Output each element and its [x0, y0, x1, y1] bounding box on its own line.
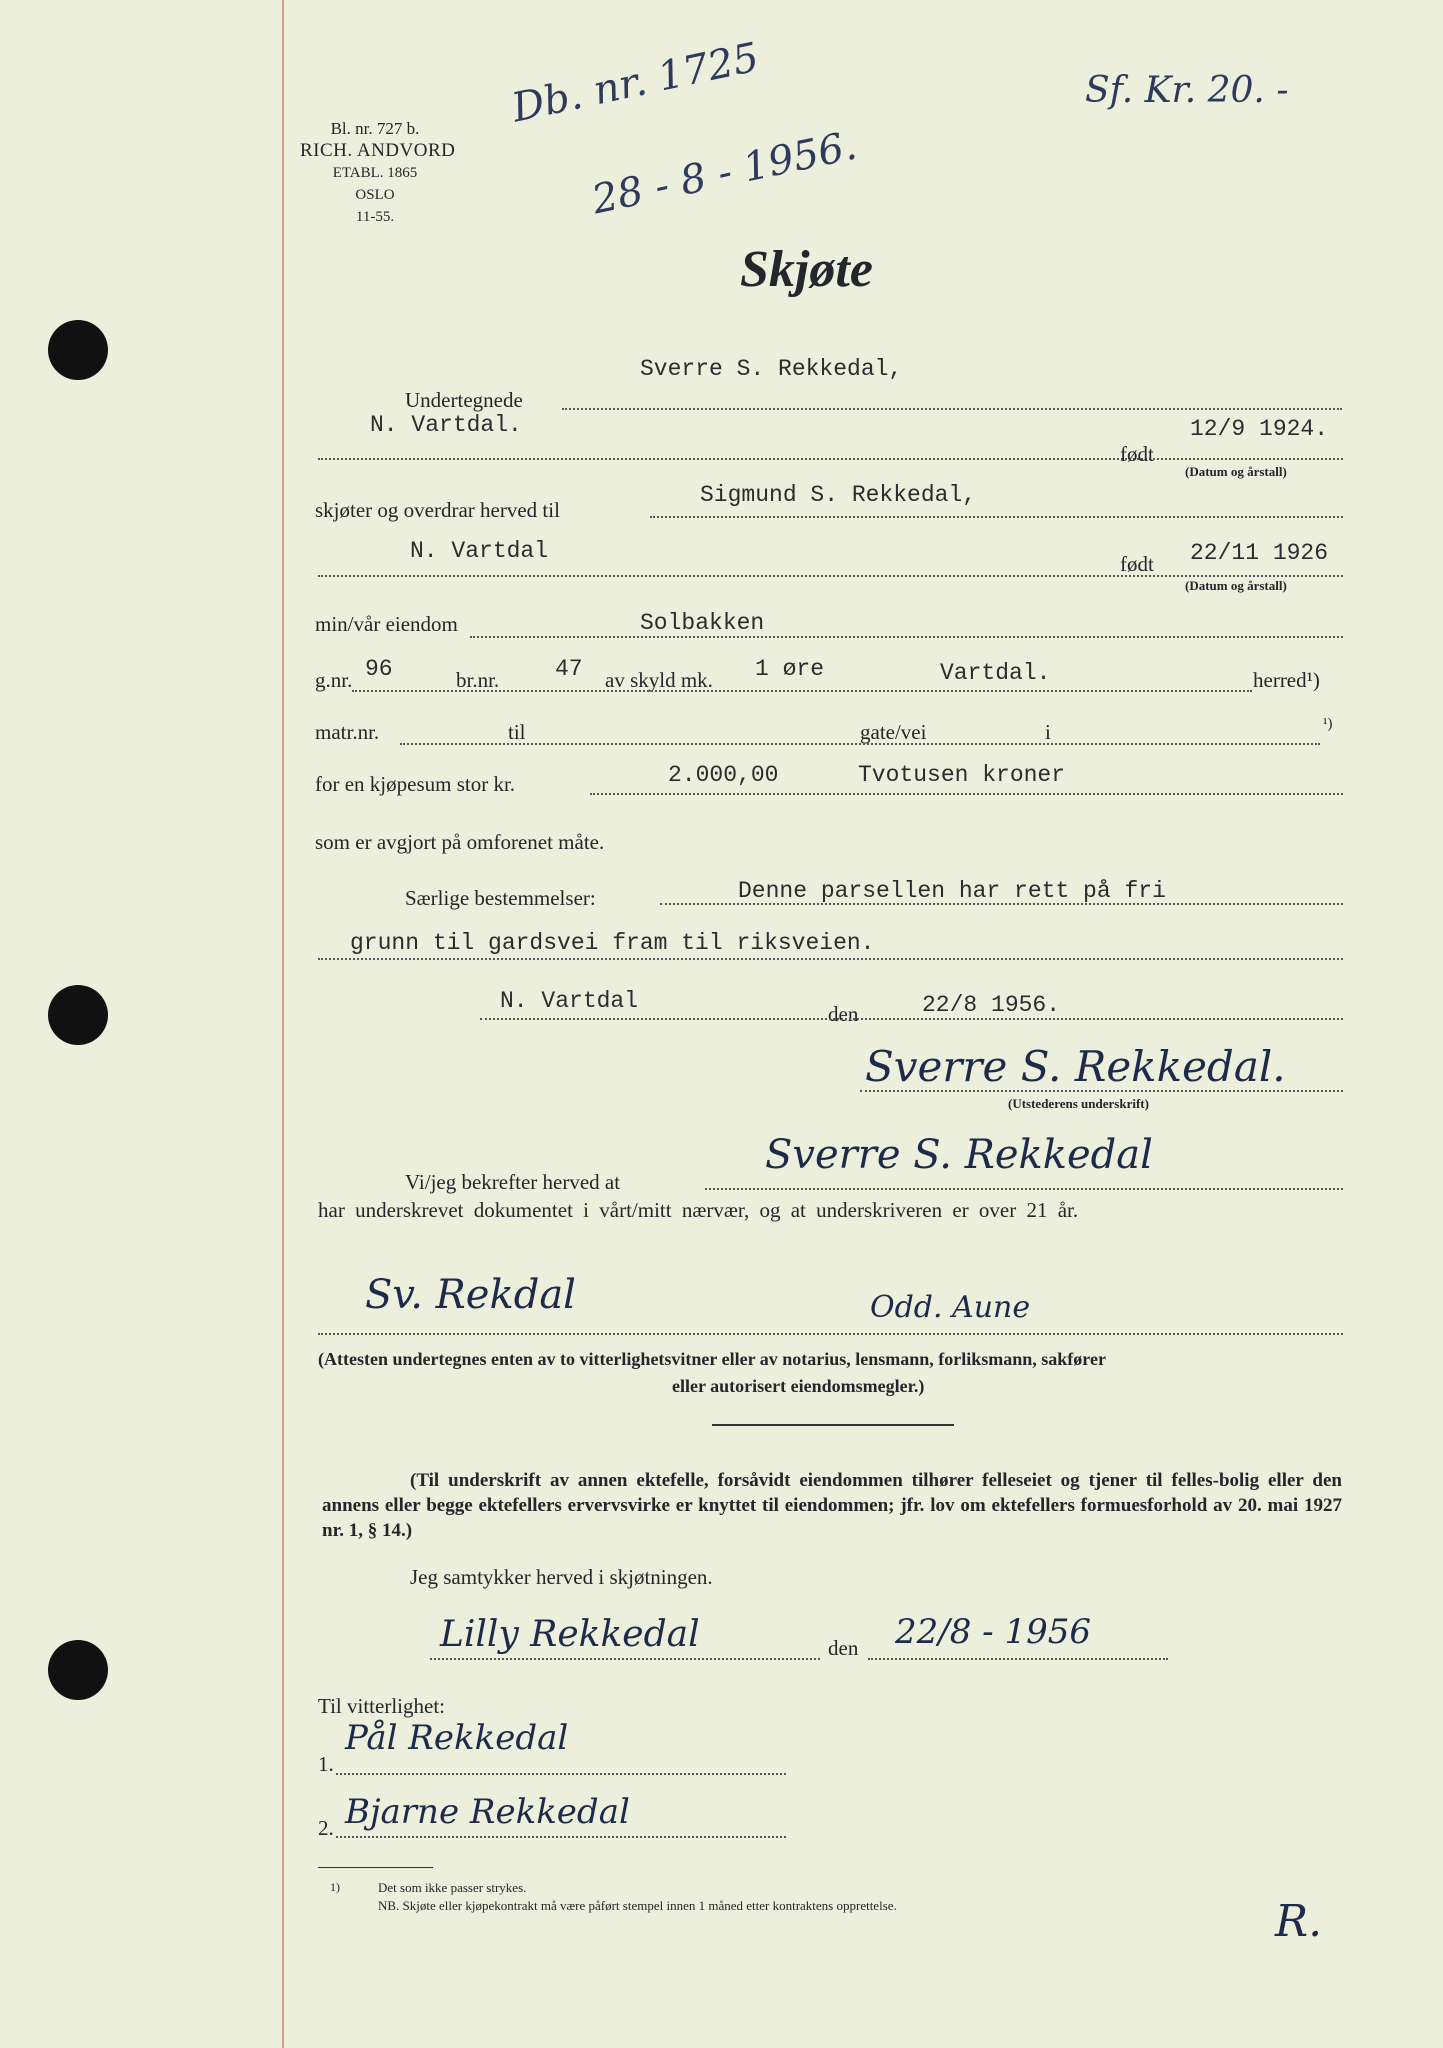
buyer-label: skjøter og overdrar herved til: [315, 498, 560, 522]
signing-den-label: den: [828, 1002, 859, 1026]
dotted-line: [705, 1188, 1343, 1190]
matr-superscript: ¹): [1323, 716, 1333, 732]
dotted-line: [336, 1836, 786, 1838]
punch-hole: [48, 985, 108, 1045]
dotted-line: [352, 690, 1252, 692]
witnesses-label: Til vitterlighet:: [318, 1694, 445, 1718]
initial-mark: R.: [1275, 1896, 1323, 1947]
herred-value: Vartdal.: [940, 660, 1051, 686]
dotted-line: [480, 1018, 1343, 1020]
dotted-line: [318, 458, 1343, 460]
price-words: Tvotusen kroner: [858, 762, 1066, 788]
special-line-1: Denne parsellen har rett på fri: [738, 878, 1166, 904]
seller-place: N. Vartdal.: [370, 412, 522, 438]
divider: [712, 1424, 954, 1426]
witness-number-2: 2.: [318, 1816, 334, 1840]
dotted-line: [336, 1773, 786, 1775]
punch-hole: [48, 1640, 108, 1700]
attest-note-line-1: (Attesten undertegnes enten av to vitterlighetsvitner eller av notarius, lensmann, forliksmann, sakfører: [318, 1349, 1106, 1369]
spouse-signature: Lilly Rekkedal: [440, 1614, 700, 1655]
dotted-line: [430, 1658, 820, 1660]
attest-note-line-2: eller autorisert eiendomsmegler.): [672, 1376, 925, 1396]
seller-label: Undertegnede: [405, 388, 523, 412]
price-label: for en kjøpesum stor kr.: [315, 772, 516, 796]
herred-label: herred¹): [1253, 668, 1320, 692]
seller-signature: Sverre S. Rekkedal.: [865, 1042, 1286, 1091]
attest-statement: har underskrevet dokumentet i vårt/mitt nærvær, og at underskriveren er over 21 år.: [318, 1198, 1079, 1222]
seller-date-hint: (Datum og årstall): [1185, 464, 1287, 479]
matr-label: matr.nr.: [315, 720, 380, 744]
witness-signature-2: Odd. Aune: [870, 1290, 1031, 1325]
i-label: i: [1045, 720, 1051, 744]
dotted-line: [318, 575, 1343, 577]
signing-date: 22/8 1956.: [922, 992, 1061, 1018]
top-right-annotation: Sf. Kr. 20. -: [1085, 70, 1289, 111]
special-line-2: grunn til gardsvei fram til riksveien.: [350, 930, 875, 956]
printer-city: OSLO: [355, 187, 395, 203]
doc-date-annotation: 28 - 8 - 1956.: [588, 122, 861, 224]
footnote-rule: [318, 1867, 433, 1868]
witness-1: Pål Rekkedal: [345, 1718, 569, 1758]
buyer-born-label: født: [1120, 552, 1154, 576]
price-amount: 2.000,00: [668, 762, 779, 788]
printer-established: ETABL. 1865: [332, 165, 418, 181]
punch-hole: [48, 320, 108, 380]
property-name: Solbakken: [640, 610, 765, 636]
seller-born: 12/9 1924.: [1190, 416, 1329, 442]
dotted-line: [660, 903, 1343, 905]
attest-intro: Vi/jeg bekrefter herved at: [405, 1170, 621, 1194]
dotted-line: [470, 636, 1343, 638]
dotted-line: [562, 408, 1342, 410]
property-label: min/vår eiendom: [315, 612, 458, 636]
bnr-label: br.nr.: [456, 668, 500, 692]
footnote: Det som ikke passer strykes.: [378, 1880, 527, 1895]
form-number: Bl. nr. 727 b.: [330, 119, 420, 138]
signing-place: N. Vartdal: [500, 988, 639, 1014]
margin-rule: [282, 0, 284, 2048]
spouse-date: 22/8 - 1956: [895, 1612, 1091, 1652]
spouse-note: (Til underskrift av annen ektefelle, forsåvidt eiendommen tilhører felleseiet og tjener til felles-bolig eller den annens eller begge ektefellers ervervsvirke er knyttet til eiendommen; jfr. lov om ektefellers formuesforhold av 20. mai 1927 nr. 1, § 14.): [322, 1470, 1342, 1541]
printer-name: RICH. ANDVORD: [300, 140, 456, 161]
seller-name: Sverre S. Rekkedal,: [640, 356, 903, 382]
special-label: Særlige bestemmelser:: [405, 886, 596, 910]
spouse-den-label: den: [828, 1636, 859, 1660]
dotted-line: [650, 516, 1343, 518]
witness-number-1: 1.: [318, 1752, 334, 1776]
dotted-line: [318, 1333, 1343, 1335]
buyer-place: N. Vartdal: [410, 538, 549, 564]
signature-caption: (Utstederens underskrift): [1008, 1096, 1149, 1111]
dotted-line: [590, 793, 1343, 795]
footnote-mark: 1): [330, 1880, 340, 1894]
price-settled: som er avgjort på omforenet måte.: [315, 830, 605, 854]
dotted-line: [318, 958, 1343, 960]
til-label: til: [508, 720, 526, 744]
buyer-name: Sigmund S. Rekkedal,: [700, 482, 977, 508]
skyld-value: 1 øre: [755, 656, 825, 682]
printer-block: [300, 118, 456, 228]
doc-number-annotation: Db. nr. 1725: [507, 34, 763, 132]
attest-signer: Sverre S. Rekkedal: [765, 1132, 1153, 1178]
gnr-value: 96: [365, 656, 393, 682]
bnr-value: 47: [555, 656, 583, 682]
buyer-born: 22/11 1926: [1190, 540, 1329, 566]
print-date: 11-55.: [355, 209, 395, 225]
skyld-label: av skyld mk.: [605, 668, 713, 692]
dotted-line: [868, 1658, 1168, 1660]
footer-nb: NB. Skjøte eller kjøpekontrakt må være påført stempel innen 1 måned etter kontraktens opprettelse.: [378, 1898, 897, 1913]
gnr-label: g.nr.: [315, 668, 353, 692]
gate-label: gate/vei: [860, 720, 927, 744]
spouse-consent: Jeg samtykker herved i skjøtningen.: [410, 1565, 713, 1589]
page-title: Skjøte: [740, 241, 873, 298]
seller-born-label: født: [1120, 442, 1154, 466]
witness-2: Bjarne Rekkedal: [345, 1792, 630, 1832]
witness-signature-1: Sv. Rekdal: [365, 1272, 576, 1318]
dotted-line: [400, 743, 1320, 745]
buyer-date-hint: (Datum og årstall): [1185, 578, 1287, 593]
dotted-line: [860, 1090, 1343, 1092]
